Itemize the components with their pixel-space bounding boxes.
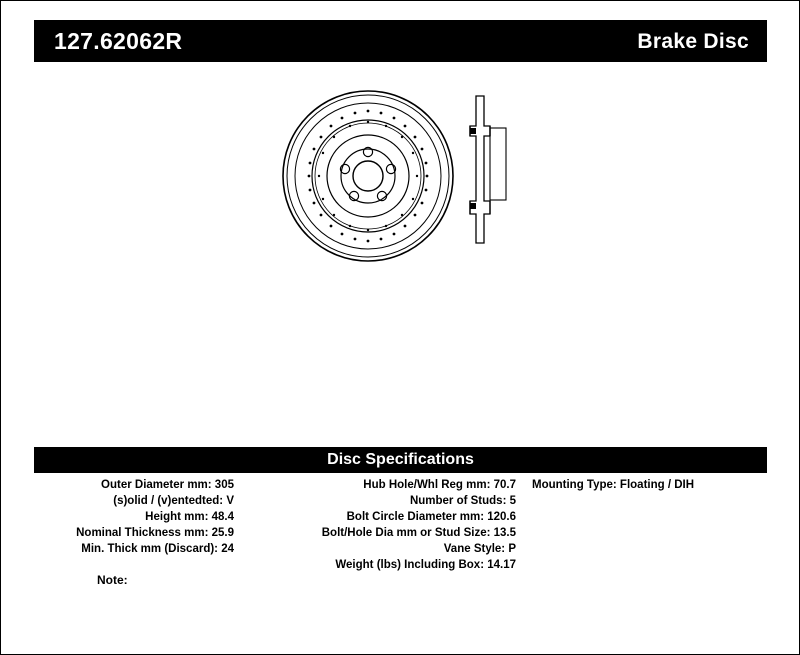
spec-item: Height mm: 48.4 (145, 511, 234, 523)
spec-item: Hub Hole/Whl Reg mm: 70.7 (363, 479, 516, 491)
spec-item: Bolt Circle Diameter mm: 120.6 (346, 511, 516, 523)
spec-item: Mounting Type: Floating / DIH (532, 479, 695, 491)
page-title: Brake Disc (637, 29, 749, 53)
spec-section-title: Disc Specifications (327, 451, 474, 468)
spec-column-middle (242, 477, 524, 573)
spec-columns (34, 477, 767, 573)
rotor-drawing-svg (271, 81, 551, 281)
spec-item: Bolt/Hole Dia mm or Stud Size: 13.5 (321, 527, 516, 539)
spec-column-left (34, 477, 242, 557)
rotor-drawing (271, 81, 551, 281)
header-bar (34, 20, 767, 62)
spec-item: Vane Style: P (443, 543, 516, 555)
spec-item: Weight (lbs) Including Box: 14.17 (335, 559, 516, 571)
spec-item: (s)olid / (v)entedted: V (113, 495, 234, 507)
spec-item: Min. Thick mm (Discard): 24 (81, 543, 234, 555)
part-number: 127.62062R (54, 27, 183, 54)
spec-section-bar (34, 447, 767, 473)
spec-item: Number of Studs: 5 (409, 495, 516, 507)
spec-item: Nominal Thickness mm: 25.9 (76, 527, 234, 539)
note-label: Note: (97, 573, 128, 587)
spec-item: Outer Diameter mm: 305 (101, 479, 234, 491)
spec-column-right (524, 477, 767, 493)
